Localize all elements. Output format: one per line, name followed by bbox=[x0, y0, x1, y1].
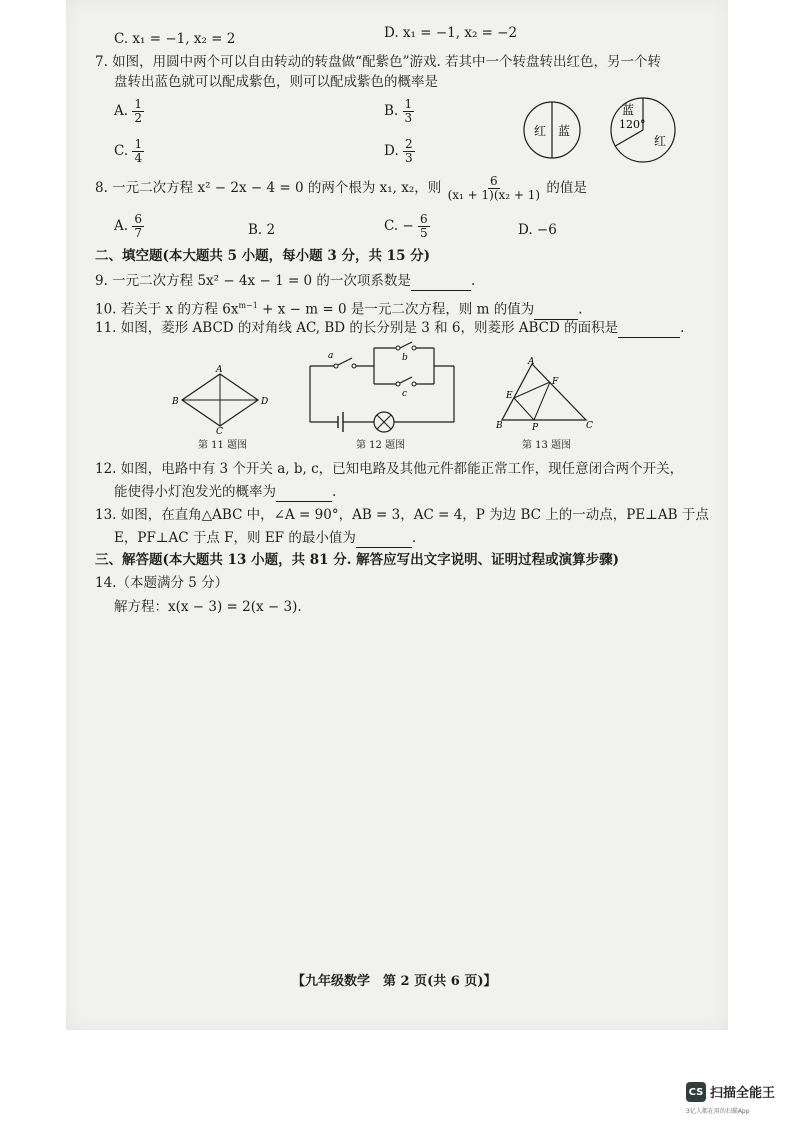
fig11-label-b: B bbox=[172, 397, 179, 407]
q7-option-a-label: A. bbox=[114, 103, 129, 119]
camscanner-logo-icon: CS bbox=[686, 1082, 706, 1102]
spinner-1 bbox=[524, 102, 580, 158]
q7-option-d-fraction: $\frac{2}{3}$ bbox=[404, 137, 413, 165]
fig13-label-c: C bbox=[586, 421, 593, 431]
fig13-label-p: P bbox=[532, 423, 539, 432]
fig12-label-c: c bbox=[402, 389, 408, 399]
q7-option-c bbox=[114, 138, 144, 165]
fig12-label-a: a bbox=[328, 351, 334, 361]
switch-c-icon bbox=[396, 382, 400, 386]
q13-line2 bbox=[114, 529, 416, 548]
switch-b-icon bbox=[396, 346, 400, 350]
q10-text-a: 10. 若关于 x 的方程 6x bbox=[95, 301, 239, 318]
fig11-rhombus bbox=[170, 364, 270, 434]
q7-option-d bbox=[384, 138, 415, 165]
q7-option-d-label: D. bbox=[384, 143, 399, 159]
q10-exponent: m−1 bbox=[238, 301, 258, 310]
q10-answer-blank[interactable] bbox=[534, 301, 578, 320]
q7-stem-line2: 盘转出蓝色就可以配成紫色，则可以配成紫色的概率是 bbox=[114, 74, 438, 90]
fig11-label-a: A bbox=[216, 365, 223, 375]
fig13-label-b: B bbox=[496, 421, 503, 431]
q11-end: . bbox=[680, 320, 685, 336]
q8-option-d: D. −6 bbox=[518, 222, 557, 238]
spinner-2 bbox=[611, 98, 675, 162]
q14-title: 14.（本题满分 5 分） bbox=[95, 575, 229, 591]
q7-spinners-figure bbox=[522, 90, 682, 172]
spinner-2-blue-label: 蓝 bbox=[622, 103, 635, 117]
fig13-caption: 第 13 题图 bbox=[522, 440, 572, 451]
q8-option-a-fraction: $\frac{6}{7}$ bbox=[134, 212, 142, 240]
spinner-1-blue-label: 蓝 bbox=[558, 124, 571, 138]
spinner-2-red-label: 红 bbox=[654, 134, 667, 148]
q8-option-a-label: A. bbox=[114, 218, 129, 234]
q12-text: 能使得小灯泡发光的概率为 bbox=[114, 484, 276, 500]
q12-line2 bbox=[114, 483, 336, 502]
q8-expression-fraction: $\frac{6}{\text{(x₁ + 1)(x₂ + 1)}}$ bbox=[447, 174, 541, 202]
spinner-1-red-label: 红 bbox=[534, 124, 547, 138]
q14-body: 解方程：x(x − 3) = 2(x − 3). bbox=[114, 599, 302, 615]
section-3-heading: 三、解答题(本大题共 13 小题，共 81 分. 解答应写出文字说明、证明过程或演算步骤) bbox=[95, 552, 620, 568]
q7-option-b bbox=[384, 98, 414, 125]
q9-end: . bbox=[470, 273, 476, 289]
switch-a-icon bbox=[334, 364, 338, 368]
q9-text: 9. 一元二次方程 5x² − 4x − 1 = 0 的一次项系数是 bbox=[95, 273, 411, 289]
section-2-heading: 二、填空题(本大题共 5 小题，每小题 3 分，共 15 分) bbox=[95, 248, 431, 264]
camscanner-name: 扫描全能王 bbox=[710, 1086, 776, 1101]
q11-text: 11. 如图，菱形 ABCD 的对角线 AC, BD 的长分别是 3 和 6，则菱形 ABCD 的面积是 bbox=[95, 320, 619, 336]
q10 bbox=[95, 297, 583, 320]
fig12-label-b: b bbox=[402, 353, 408, 363]
q10-text-b: + x − m = 0 是一元二次方程，则 m 的值为 bbox=[257, 301, 535, 318]
q7-option-a bbox=[114, 98, 144, 125]
q8-option-a bbox=[114, 213, 144, 240]
q8-option-b: B. 2 bbox=[248, 222, 276, 238]
fig13-label-a: A bbox=[528, 357, 535, 367]
q7-option-b-label: B. bbox=[384, 103, 399, 119]
q12-line1: 12. 如图，电路中有 3 个开关 a, b, c，已知电路及其他元件都能正常工作，现任意闭合两个开关， bbox=[95, 461, 684, 477]
q7-stem-line1: 7. 如图，用圆中两个可以自由转动的转盘做“配紫色”游戏. 若其中一个转盘转出红色，另一个转 bbox=[95, 54, 662, 70]
q6-option-c: C. x₁ = −1, x₂ = 2 bbox=[114, 31, 236, 47]
q11 bbox=[95, 319, 684, 338]
fig11-label-d: D bbox=[261, 397, 269, 407]
fig13-triangle bbox=[494, 356, 594, 432]
q13-text: E，PF⊥AC 于点 F，则 EF 的最小值为 bbox=[114, 530, 356, 546]
q8-option-c bbox=[384, 213, 430, 240]
q11-answer-blank[interactable] bbox=[618, 319, 680, 338]
page-footer: 【九年级数学 第 2 页(共 6 页)】 bbox=[292, 974, 497, 989]
fig13-label-f: F bbox=[552, 377, 559, 387]
q7-option-b-fraction: $\frac{1}{3}$ bbox=[404, 97, 413, 125]
q9 bbox=[95, 272, 475, 291]
camscanner-tagline: 3亿人都在用的扫描App bbox=[686, 1108, 750, 1115]
q8-option-c-fraction: $\frac{6}{5}$ bbox=[420, 212, 428, 240]
q8-stem-text: 8. 一元二次方程 x² − 2x − 4 = 0 的两个根为 x₁, x₂，则 bbox=[95, 180, 442, 196]
fig13-label-e: E bbox=[506, 391, 513, 401]
q8-stem bbox=[95, 175, 587, 202]
q13-end: . bbox=[411, 530, 417, 546]
spinner-2-angle-label: 120° bbox=[619, 118, 646, 131]
q12-end: . bbox=[332, 484, 337, 500]
fig12-caption: 第 12 题图 bbox=[356, 440, 406, 451]
fig11-label-c: C bbox=[216, 427, 223, 434]
q9-answer-blank[interactable] bbox=[411, 272, 471, 291]
fig12-circuit bbox=[302, 340, 462, 436]
q7-option-c-label: C. bbox=[114, 143, 129, 159]
q13-answer-blank[interactable] bbox=[356, 529, 412, 548]
q13-line1: 13. 如图，在直角△ABC 中，∠A = 90°，AB = 3，AC = 4，P 为边 BC 上的一动点，PE⊥AB 于点 bbox=[95, 507, 709, 523]
q7-option-c-fraction: $\frac{1}{4}$ bbox=[134, 137, 143, 165]
fig11-caption: 第 11 题图 bbox=[198, 440, 248, 451]
q6-option-d: D. x₁ = −1, x₂ = −2 bbox=[384, 25, 518, 41]
q8-stem-tail: 的值是 bbox=[546, 180, 587, 196]
q10-end: . bbox=[578, 301, 583, 318]
q8-option-c-label: C. − bbox=[384, 218, 414, 234]
q7-option-a-fraction: $\frac{1}{2}$ bbox=[134, 97, 142, 125]
q12-answer-blank[interactable] bbox=[276, 483, 332, 502]
